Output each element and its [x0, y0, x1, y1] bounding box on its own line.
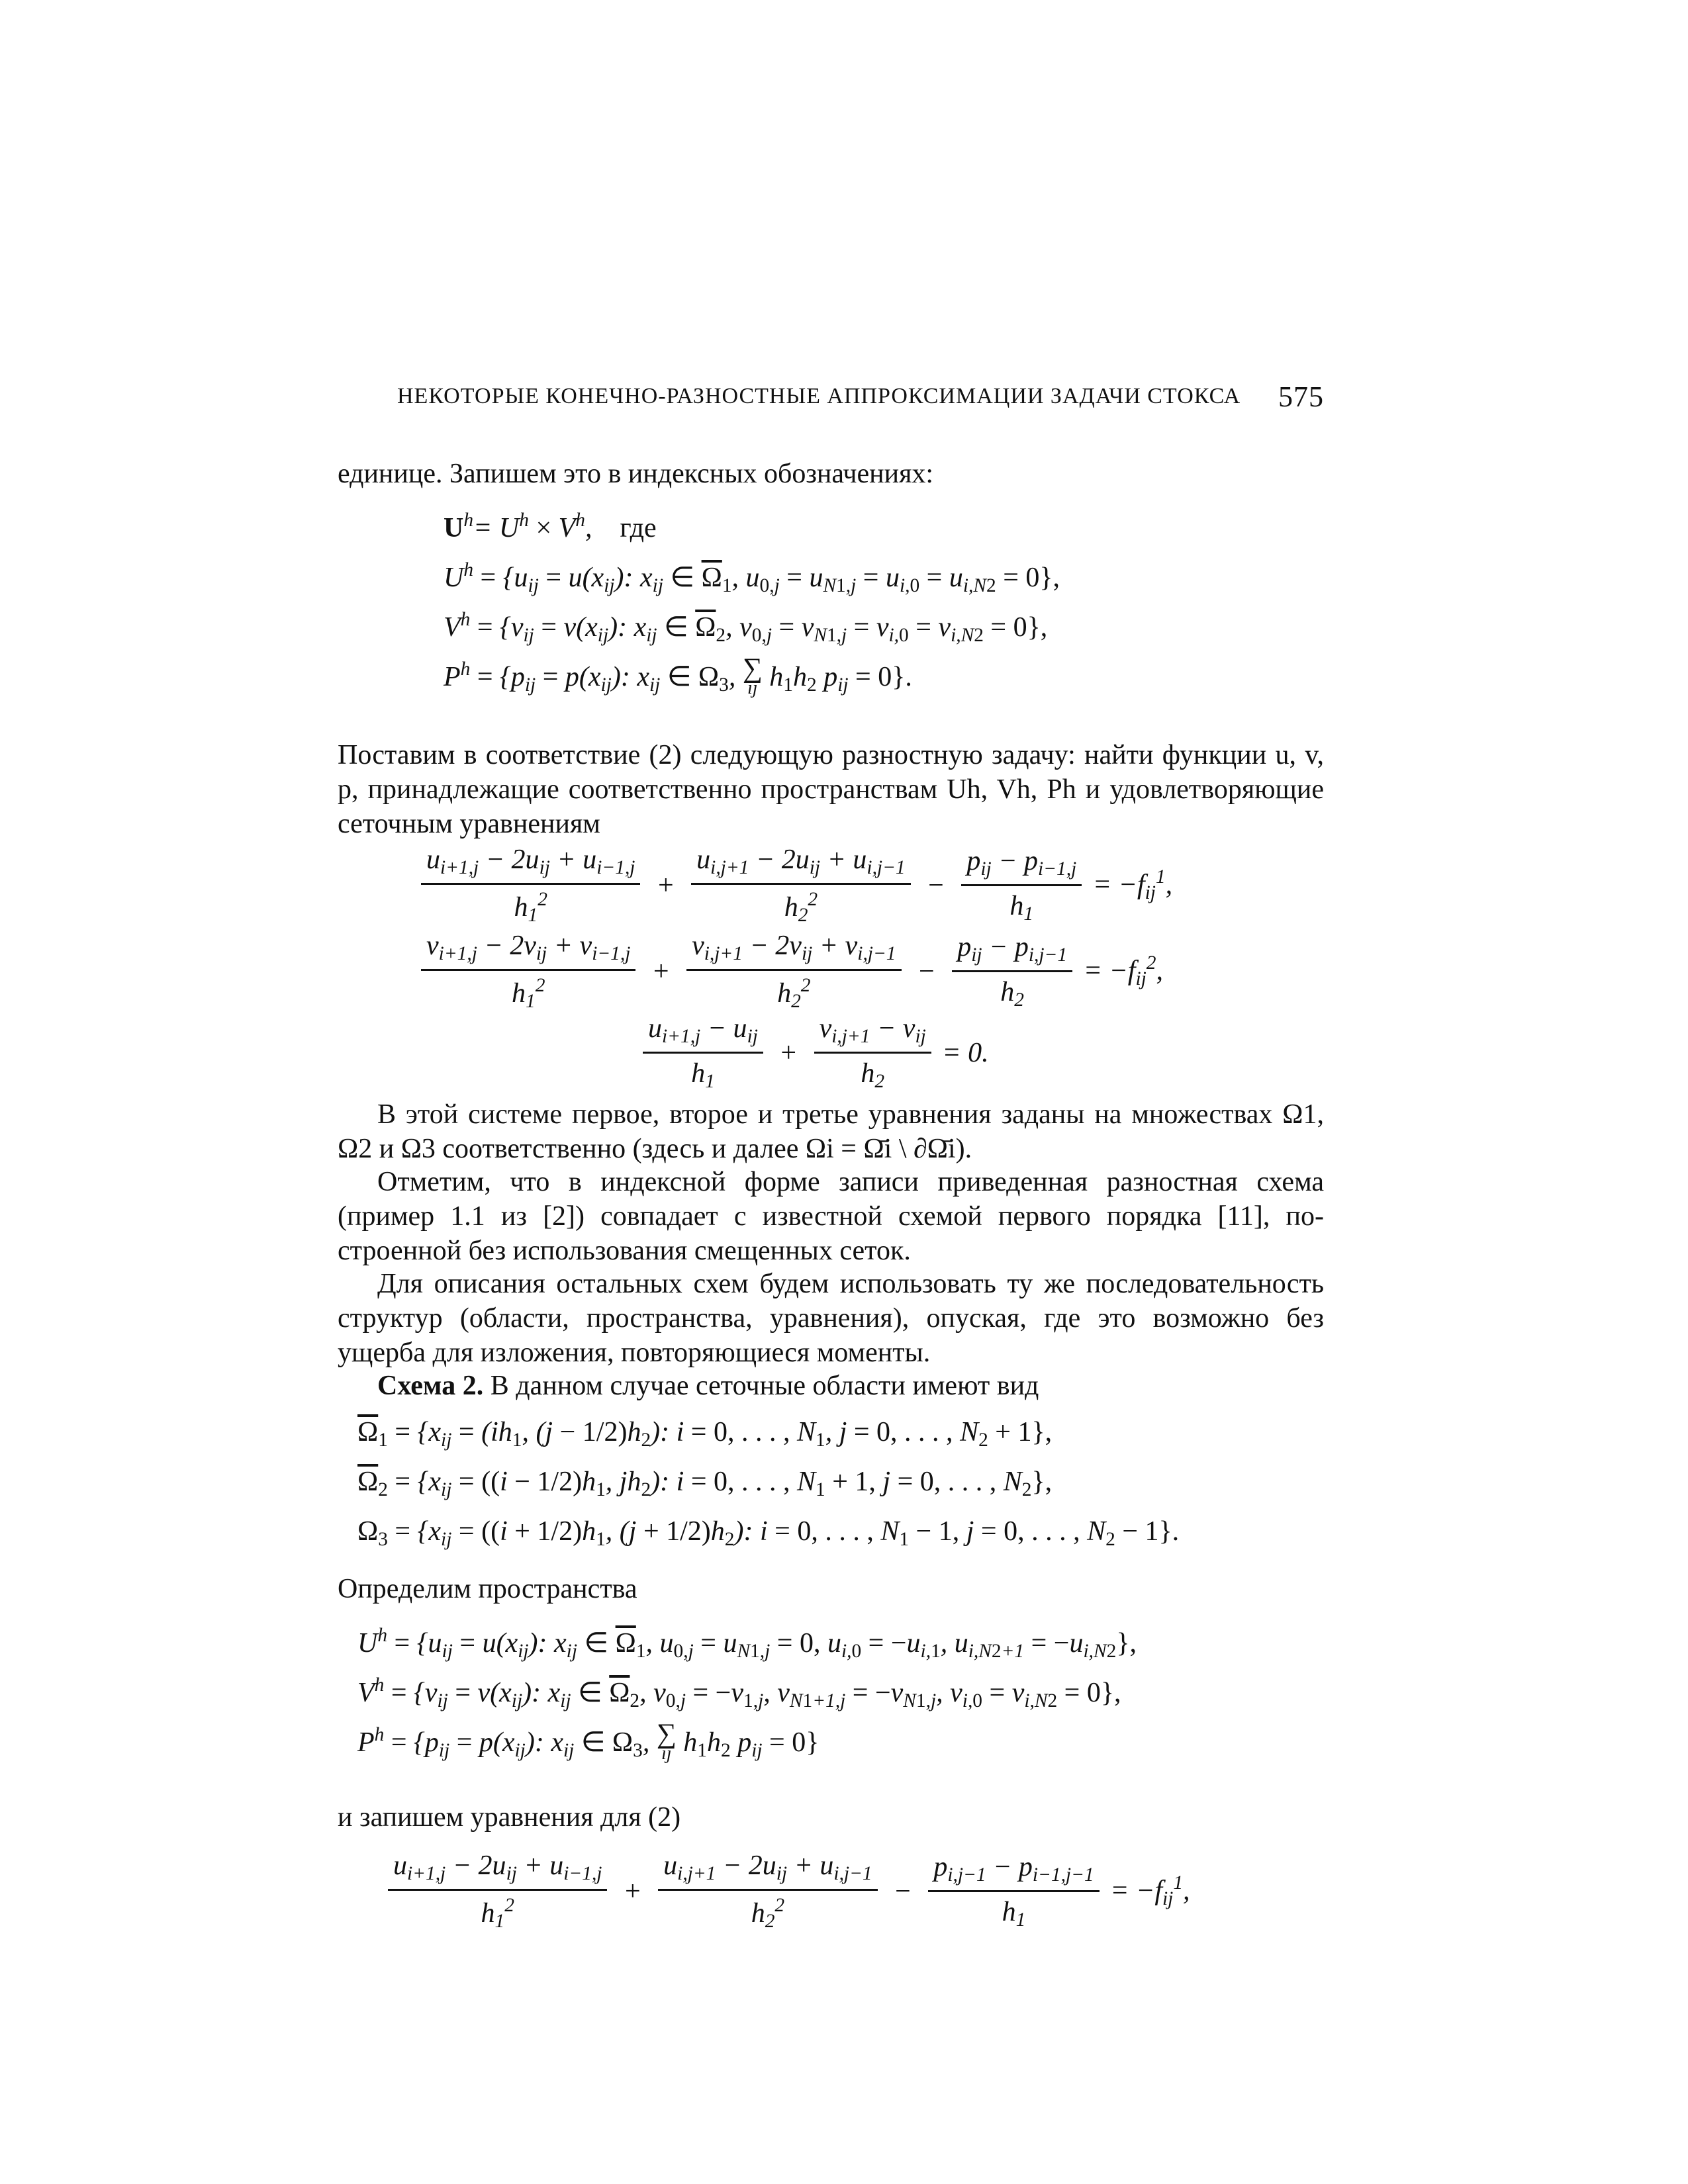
paragraph-8: и запишем уравнения для (2): [338, 1802, 681, 1833]
equation-space2-v: $V^h = \{v_{ij} = v(x_{ij})$: $x_{ij}$ ∈ $\overline{\Omega}_2$, $v_{0,j} = -v_{1,j}$, $v_{N1+1,j} = -v_{N1,j}$, $v_{i,0} = v_{i,N2} = 0$},: [357, 1674, 1121, 1711]
equation-space-product: $U^h= U^h \times V^h$, где: [444, 510, 657, 543]
equation-domain-1: $\overline{\Omega}_1 = \{x_{ij} = (ih_1$, $(j - 1/2)h_2$): i = 0, . . . , $N_1$, j = 0, . . . , $N_2 + 1$},: [357, 1417, 1053, 1451]
paragraph-5: Для описания остальных схем будем использовать ту же последовательность структур (области, пространства, уравнения), опуская, где это возможно без ущерба для изложения, повторяющиеся моменты.: [338, 1269, 1324, 1368]
equation-scheme1-continuity: $\frac{u_{i+1,j} - u_{ij}}{h_1}$ + $\frac{v_{i,j+1} - v_{ij}}{h_2}$ = 0.: [639, 1013, 989, 1093]
running-header: [397, 381, 1324, 413]
equation-domain-2: $\overline{\Omega}_2 = \{x_{ij} = ((i - 1/2)h_1$, $jh_2$): i = 0, . . . , $N_1 + 1$, j = 0, . . . , $N_2$},: [357, 1467, 1053, 1500]
scheme-2-heading: Схема 2.: [377, 1371, 484, 1401]
equation-domain-3: $\Omega_3 = \{x_{ij} = ((i + 1/2)h_1$, $(j + 1/2)h_2$): i = 0, . . . , $N_1 - 1$, j = 0, . . . , $N_2 - 1$}.: [357, 1516, 1180, 1550]
paragraph-4: Отметим, что в индексной форме записи приведенная разностная схема (пример 1.1 из [2]) совпадает с известной схемой первого порядка [11], построенной без использования смещенных сеток.: [338, 1167, 1324, 1266]
paragraph-7: Определим пространства: [338, 1574, 637, 1604]
equation-space2-p: $P^h = \{p_{ij} = p(x_{ij})$: $x_{ij}$ ∈ $\Omega_3$, ∑ ij $h_1h_2$ $p_{ij} = 0$}: [357, 1719, 820, 1764]
paragraph-3: В этой системе первое, второе и третье уравнения заданы на множествах Ω1, Ω2 и Ω3 соответственно (здесь и далее Ωi = Ω̄i \ ∂Ω̄i).: [338, 1099, 1324, 1164]
scheme-2-intro: В данном случае сеточные области имеют вид: [483, 1371, 1039, 1401]
equation-scheme1-momentum-y: $\frac{v_{i+1,j} - 2v_{ij} + v_{i-1,j}}{h_1^2}$ + $\frac{v_{i,j+1} - 2v_{ij} + v_{i,j-1}}{h_2^2}$ − $\frac{p_{ij} - p_{i,j-1}}{h_2}$ = $-f_{ij}^2$,: [417, 930, 1163, 1013]
running-title: НЕКОТОРЫЕ КОНЕЧНО-РАЗНОСТНЫЕ АППРОКСИМАЦИИ ЗАДАЧИ СТОКСА: [397, 384, 1241, 408]
paragraph-6: [338, 1369, 1324, 1403]
equation-space-p: $P^h = \{p_{ij} = p(x_{ij})$: $x_{ij}$ ∈ $\Omega_3$, ∑ ij $h_1h_2$ $p_{ij} = 0$}.: [444, 653, 912, 698]
equation-scheme2-momentum-x: $\frac{u_{i+1,j} - 2u_{ij} + u_{i-1,j}}{h_1^2}$ + $\frac{u_{i,j+1} - 2u_{ij} + u_{i,j-1}}{h_2^2}$ − $\frac{p_{i,j-1} - p_{i-1,j-1}}{h_1}$ = $-f_{ij}^1$,: [384, 1850, 1190, 1933]
equation-space2-u: $U^h = \{u_{ij} = u(x_{ij})$: $x_{ij}$ ∈ $\overline{\Omega}_1$, $u_{0,j} = u_{N1,j} = 0$, $u_{i,0} = -u_{i,1}$, $u_{i,N2+1} = -u_{i,N2}$},: [357, 1625, 1137, 1662]
paragraph-2: Поставим в соответствие (2) следующую разностную задачу: найти функции u, v, p, принадлежащие соответственно пространствам Uh, Vh, Ph и удовлетворяющие сеточным уравнениям: [338, 740, 1324, 839]
paragraph-1: единице. Запишем это в индексных обозначениях:: [338, 459, 934, 489]
equation-space-u: $U^h = \{u_{ij} = u(x_{ij})$: $x_{ij}$ ∈ $\overline{\Omega}_1$, $u_{0,j} = u_{N1,j} = u_{i,0} = u_{i,N2} = 0$},: [444, 559, 1060, 596]
equation-scheme1-momentum-x: $\frac{u_{i+1,j} - 2u_{ij} + u_{i-1,j}}{h_1^2}$ + $\frac{u_{i,j+1} - 2u_{ij} + u_{i,j-1}}{h_2^2}$ − $\frac{p_{ij} - p_{i-1,j}}{h_1}$ = $-f_{ij}^1$,: [417, 844, 1172, 927]
page-number: 575: [1278, 381, 1324, 413]
equation-space-v: $V^h = \{v_{ij} = v(x_{ij})$: $x_{ij}$ ∈ $\overline{\Omega}_2$, $v_{0,j} = v_{N1,j} = v_{i,0} = v_{i,N2} = 0$},: [444, 609, 1048, 646]
